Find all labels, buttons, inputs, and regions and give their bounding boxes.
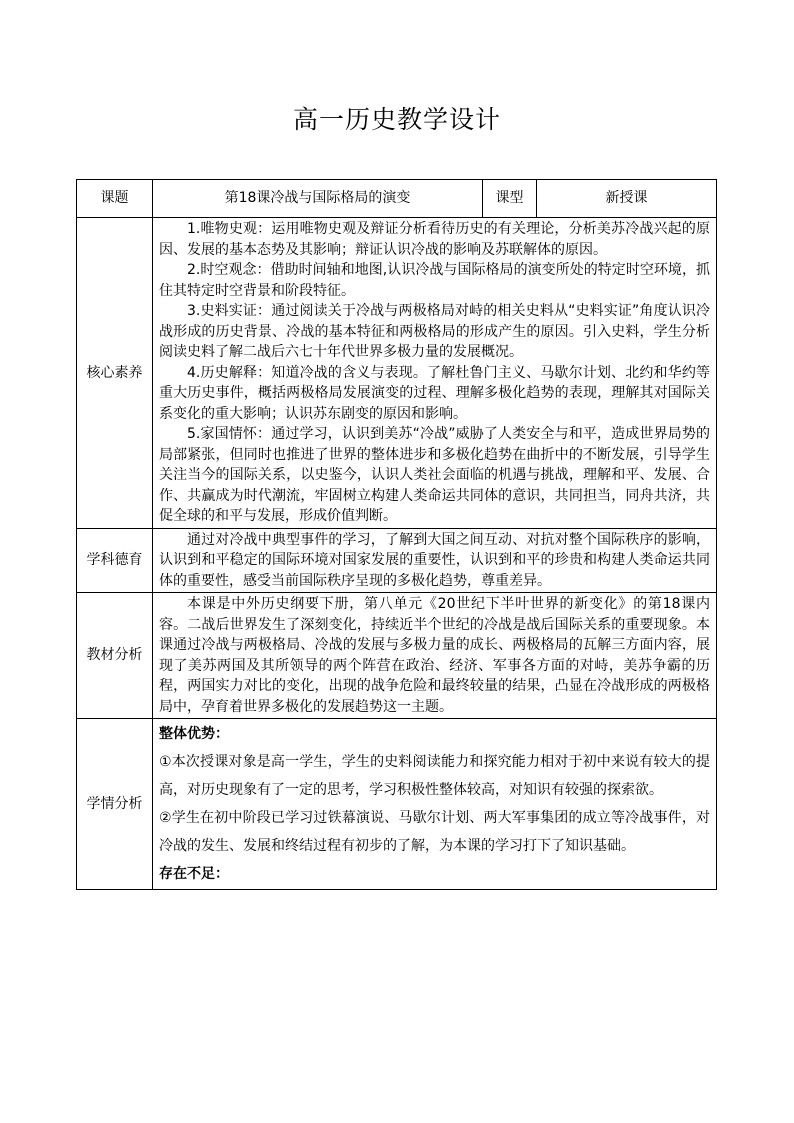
moral-text: 通过对冷战中典型事件的学习，了解到大国之间互动、对抗对整个国际秩序的影响，认识到和平稳定的国际环境对国家发展的重要性，认识到和平的珍贵和构建人类命运共同体的重要性，感受当前国际秩序呈现的多极化趋势，尊重差异。 — [159, 531, 710, 589]
textbook-content — [153, 593, 717, 719]
page-title: 高一历史教学设计 — [292, 105, 501, 134]
shortcoming-heading: 存在不足： — [159, 866, 229, 882]
moral-content — [153, 528, 717, 593]
students-row — [77, 719, 717, 890]
topic-label: 课题 — [77, 180, 153, 218]
textbook-row — [77, 593, 717, 719]
core-content — [153, 218, 717, 529]
type-label: 课型 — [483, 180, 537, 218]
students-label: 学情分析 — [77, 719, 153, 890]
textbook-label: 教材分析 — [77, 593, 153, 719]
moral-label: 学科德育 — [77, 528, 153, 593]
core-item-2: 2.时空观念：借助时间轴和地图,认识冷战与国际格局的演变所处的特定时空环境，抓住其特定时空背景和阶段特征。 — [159, 262, 710, 299]
core-label: 核心素养 — [77, 218, 153, 529]
core-row — [77, 218, 717, 529]
lesson-plan-table — [76, 179, 717, 890]
header-row — [77, 180, 717, 218]
type-value: 新授课 — [537, 180, 717, 218]
topic-value: 第18课冷战与国际格局的演变 — [153, 180, 483, 218]
student-point-1: ①本次授课对象是高一学生，学生的史料阅读能力和探究能力相对于初中来说有较大的提高，对历史现象有了一定的思考，学习积极性整体较高，对知识有较强的探索欲。 — [159, 754, 710, 798]
student-point-2: ②学生在初中阶段已学习过铁幕演说、马歇尔计划、两大军事集团的成立等冷战事件，对冷战的发生、发展和终结过程有初步的了解，为本课的学习打下了知识基础。 — [159, 810, 710, 854]
core-item-1: 1.唯物史观：运用唯物史观及辩证分析看待历史的有关理论，分析美苏冷战兴起的原因、发展的基本态势及其影响；辩证认识冷战的影响及苏联解体的原因。 — [159, 221, 710, 258]
students-content — [153, 719, 717, 890]
core-item-5: 5.家国情怀：通过学习，认识到美苏“冷战”威胁了人类安全与和平，造成世界局势的局部紧张，但同时也推进了世界的整体进步和多极化趋势在曲折中的不断发展，引导学生关注当今的国际关系，以史鉴今，认识人类社会面临的机遇与挑战，理解和平、发展、合作、共赢成为时代潮流，牢固树立构建人类命运共同体的意识，共同担当，同舟共济，共促全球的和平与发展，形成价值判断。 — [159, 426, 710, 524]
advantage-heading: 整体优势： — [159, 726, 229, 742]
moral-row — [77, 528, 717, 593]
textbook-text: 本课是中外历史纲要下册，第八单元《20世纪下半叶世界的新变化》的第18课内容。二战后世界发生了深刻变化，持续近半个世纪的冷战是战后国际关系的重要现象。本课通过冷战与两极格局、冷战的发展与多极力量的成长、两极格局的瓦解三方面内容，展现了美苏两国及其所领导的两个阵营在政治、经济、军事各方面的对峙，美苏争霸的历程，两国实力对比的变化，出现的战争危险和最终较量的结果，凸显在冷战形成的两极格局中，孕育着世界多极化的发展趋势这一主题。 — [159, 596, 710, 715]
core-item-4: 4.历史解释：知道冷战的含义与表现。了解杜鲁门主义、马歇尔计划、北约和华约等重大历史事件，概括两极格局发展演变的过程、理解多极化趋势的表现，理解其对国际关系变化的重大影响；认识苏东剧变的原因和影响。 — [159, 364, 710, 422]
core-item-3: 3.史料实证：通过阅读关于冷战与两极格局对峙的相关史料从“史料实证”角度认识冷战形成的历史背景、冷战的基本特征和两极格局的形成产生的原因。引入史料，学生分析阅读史料了解二战后六七十年代世界多极力量的发展概况。 — [159, 303, 710, 360]
